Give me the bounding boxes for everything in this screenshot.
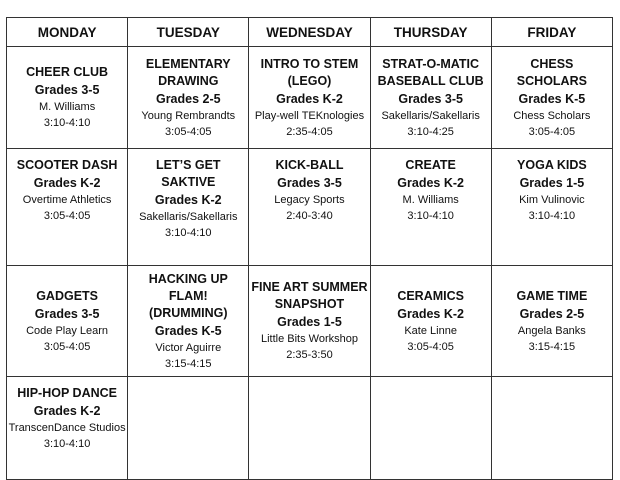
activity-instructor: Victor Aguirre bbox=[155, 341, 222, 354]
activity-instructor: M. Williams bbox=[402, 194, 459, 206]
activity-cell bbox=[249, 47, 370, 149]
activity-title: SCHOLARS bbox=[516, 73, 587, 88]
activity-instructor: Sakellaris/Sakellaris bbox=[139, 211, 238, 223]
activity-cell bbox=[128, 149, 249, 266]
activity-instructor: Young Rembrandts bbox=[141, 109, 236, 122]
activity-title: INTRO TO STEM bbox=[260, 56, 359, 71]
activity-grades: Grades K-2 bbox=[276, 91, 343, 106]
activity-instructor: Kate Linne bbox=[404, 324, 457, 337]
activity-time: 3:15-4:15 bbox=[165, 357, 212, 370]
activity-grades: Grades K-2 bbox=[397, 306, 464, 321]
activity-time: 3:10-4:10 bbox=[165, 227, 212, 239]
activity-instructor: Sakellaris/Sakellaris bbox=[381, 109, 480, 122]
activity-title: GADGETS bbox=[36, 288, 98, 303]
activity-title: FINE ART SUMMER bbox=[251, 280, 368, 294]
activity-cell bbox=[7, 149, 128, 266]
activity-cell bbox=[128, 266, 249, 377]
activity-grades: Grades K-2 bbox=[33, 404, 101, 418]
schedule-row bbox=[7, 266, 613, 377]
activity-instructor: Chess Scholars bbox=[513, 109, 591, 122]
activity-time: 3:10-4:10 bbox=[43, 438, 91, 450]
activity-cell bbox=[370, 47, 491, 149]
activity-grades: Grades 3-5 bbox=[34, 83, 100, 97]
day-header-thursday: THURSDAY bbox=[370, 18, 491, 47]
schedule-row bbox=[7, 149, 613, 266]
activity-time: 3:05-4:05 bbox=[528, 125, 576, 138]
activity-title: (LEGO) bbox=[287, 73, 332, 88]
activity-time: 3:05-4:05 bbox=[43, 340, 91, 353]
activity-instructor: Code Play Learn bbox=[26, 324, 109, 337]
weekly-schedule-table bbox=[6, 17, 613, 480]
activity-grades: Grades K-5 bbox=[154, 323, 222, 338]
activity-instructor: Kim Vulinovic bbox=[519, 194, 585, 206]
activity-grades: Grades K-2 bbox=[33, 176, 101, 190]
empty-cell bbox=[249, 377, 370, 480]
empty-cell bbox=[370, 377, 491, 480]
activity-grades: Grades 1-5 bbox=[519, 176, 585, 190]
activity-title: SNAPSHOT bbox=[274, 297, 345, 311]
activity-grades: Grades 2-5 bbox=[519, 306, 585, 321]
activity-grades: Grades K-2 bbox=[154, 193, 222, 207]
activity-cell bbox=[7, 47, 128, 149]
schedule-row bbox=[7, 377, 613, 480]
activity-title: KICK-BALL bbox=[275, 158, 344, 172]
activity-title: BASEBALL CLUB bbox=[377, 73, 484, 88]
activity-title: GAME TIME bbox=[516, 288, 588, 303]
activity-cell bbox=[7, 377, 128, 480]
activity-instructor: TranscenDance Studios bbox=[8, 422, 126, 434]
activity-time: 3:10-4:10 bbox=[407, 210, 454, 222]
activity-grades: Grades K-5 bbox=[518, 91, 586, 106]
day-header-friday: FRIDAY bbox=[491, 18, 612, 47]
header-row bbox=[7, 18, 613, 47]
activity-title: CERAMICS bbox=[397, 288, 464, 303]
activity-instructor: M. Williams bbox=[38, 101, 96, 113]
activity-time: 3:10-4:25 bbox=[407, 125, 454, 138]
activity-time: 2:40-3:40 bbox=[286, 210, 333, 222]
activity-cell bbox=[249, 149, 370, 266]
day-header-tuesday: TUESDAY bbox=[128, 18, 249, 47]
activity-instructor: Angela Banks bbox=[517, 324, 586, 337]
activity-instructor: Little Bits Workshop bbox=[260, 333, 358, 345]
activity-title: ELEMENTARY bbox=[145, 56, 231, 71]
activity-title: HACKING UP FLAM! bbox=[148, 271, 228, 303]
day-header-wednesday: WEDNESDAY bbox=[249, 18, 370, 47]
activity-grades: Grades 3-5 bbox=[277, 176, 342, 190]
activity-cell bbox=[370, 266, 491, 377]
activity-cell bbox=[249, 266, 370, 377]
activity-instructor: Play-well TEKnologies bbox=[254, 109, 365, 122]
empty-cell bbox=[491, 377, 612, 480]
activity-title: CHEER CLUB bbox=[26, 65, 109, 79]
activity-grades: Grades 1-5 bbox=[277, 315, 342, 329]
empty-cell bbox=[128, 377, 249, 480]
activity-grades: Grades 3-5 bbox=[34, 306, 100, 321]
activity-title: SAKTIVE bbox=[161, 175, 216, 189]
activity-title: (DRUMMING) bbox=[149, 305, 228, 320]
activity-title: CREATE bbox=[405, 158, 456, 172]
activity-time: 3:05-4:05 bbox=[165, 125, 212, 138]
activity-title: YOGA KIDS bbox=[517, 158, 587, 172]
schedule-row bbox=[7, 47, 613, 149]
activity-cell bbox=[491, 266, 612, 377]
activity-title: CHESS bbox=[530, 56, 574, 71]
activity-title: DRAWING bbox=[158, 73, 219, 88]
activity-cell bbox=[491, 47, 612, 149]
activity-title: STRAT-O-MATIC bbox=[382, 56, 480, 71]
activity-title: SCOOTER DASH bbox=[16, 158, 118, 172]
activity-time: 3:05-4:05 bbox=[407, 340, 454, 353]
activity-grades: Grades K-2 bbox=[397, 176, 464, 190]
activity-time: 3:15-4:15 bbox=[528, 340, 576, 353]
activity-cell bbox=[370, 149, 491, 266]
activity-time: 2:35-4:05 bbox=[286, 125, 333, 138]
activity-time: 3:10-4:10 bbox=[43, 117, 91, 129]
activity-cell bbox=[128, 47, 249, 149]
activity-cell bbox=[491, 149, 612, 266]
activity-grades: Grades 3-5 bbox=[398, 91, 463, 106]
activity-cell bbox=[7, 266, 128, 377]
activity-time: 3:10-4:10 bbox=[528, 210, 576, 222]
activity-time: 2:35-3:50 bbox=[286, 349, 333, 361]
activity-title: LET’S GET bbox=[155, 158, 221, 172]
activity-time: 3:05-4:05 bbox=[43, 210, 91, 222]
day-header-monday: MONDAY bbox=[7, 18, 128, 47]
activity-title: HIP-HOP DANCE bbox=[17, 386, 117, 400]
activity-instructor: Overtime Athletics bbox=[22, 194, 112, 206]
activity-instructor: Legacy Sports bbox=[274, 194, 345, 206]
activity-grades: Grades 2-5 bbox=[155, 91, 221, 106]
